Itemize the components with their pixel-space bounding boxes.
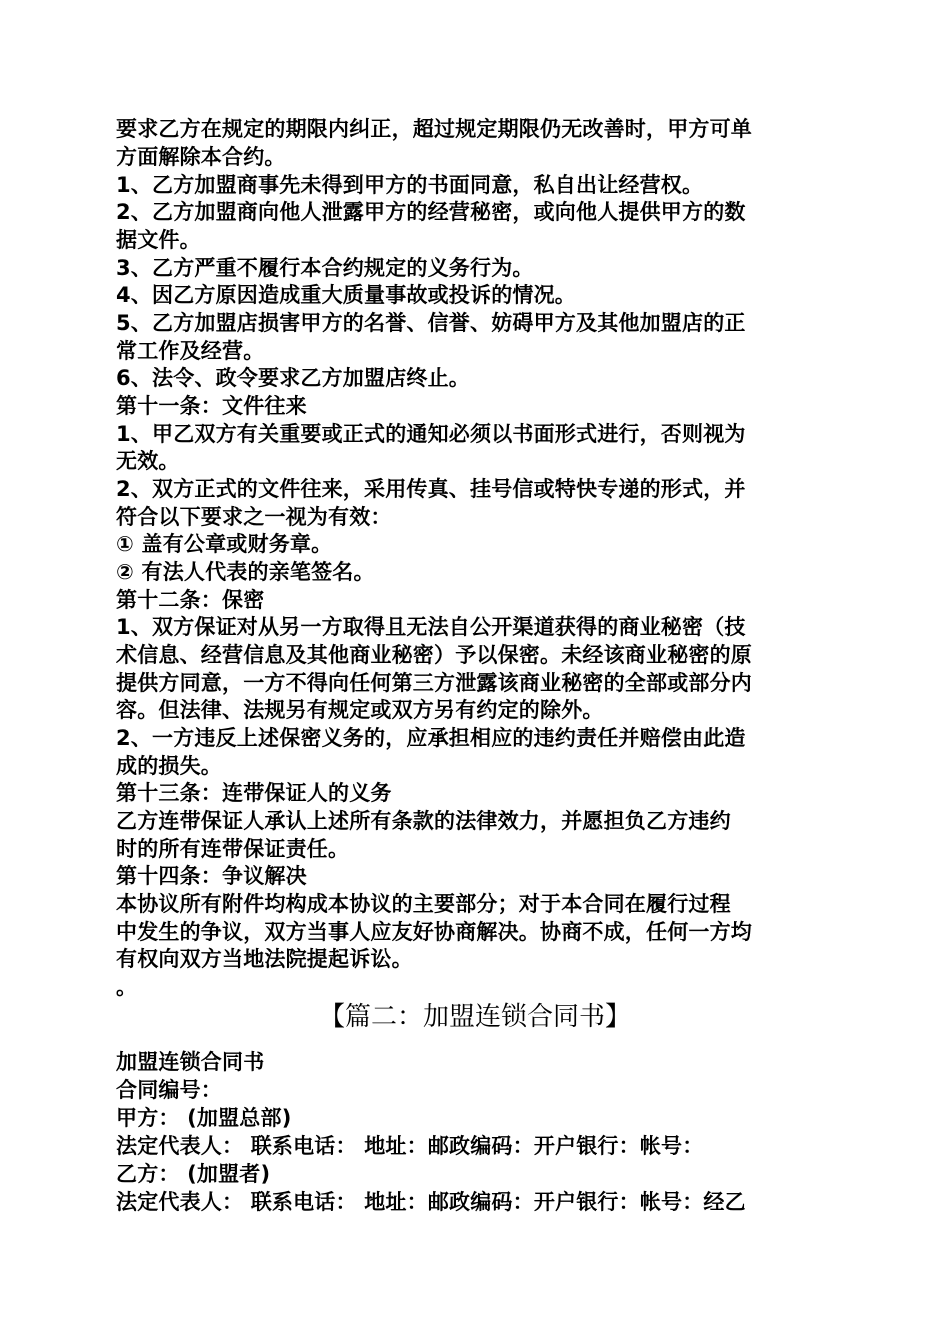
paragraph-line: 无效。 [116, 449, 180, 473]
paragraph-line: 时的所有连带保证责任。 [116, 837, 350, 861]
paragraph-line: ② 有法人代表的亲笔签名。 [116, 560, 375, 584]
paragraph-line: 有权向双方当地法院提起诉讼。 [116, 947, 413, 971]
paragraph-line: ① 盖有公章或财务章。 [116, 532, 333, 556]
paragraph-line: 1、双方保证对从另一方取得且无法自公开渠道获得的商业秘密（技 [116, 615, 746, 639]
article-heading: 第十一条：文件往来 [116, 394, 307, 418]
party-a: 甲方： (加盟总部) [116, 1106, 292, 1130]
party-b: 乙方： (加盟者) [116, 1162, 271, 1186]
article-heading: 第十三条：连带保证人的义务 [116, 781, 392, 805]
contract-title: 加盟连锁合同书 [116, 1050, 265, 1074]
paragraph-line: 。 [116, 975, 138, 999]
paragraph-line: 成的损失。 [116, 754, 222, 778]
paragraph-line: 术信息、经营信息及其他商业秘密）予以保密。未经该商业秘密的原 [116, 643, 752, 667]
paragraph-line: 要求乙方在规定的期限内纠正，超过规定期限仍无改善时，甲方可单 [116, 117, 752, 141]
paragraph-line: 容。但法律、法规另有规定或双方另有约定的除外。 [116, 698, 604, 722]
paragraph-line: 5、乙方加盟店损害甲方的名誉、信誉、妨碍甲方及其他加盟店的正 [116, 311, 746, 335]
paragraph-line: 乙方连带保证人承认上述所有条款的法律效力，并愿担负乙方违约 [116, 809, 731, 833]
paragraph-line: 3、乙方严重不履行本合约规定的义务行为。 [116, 256, 534, 280]
paragraph-line: 6、法令、政令要求乙方加盟店终止。 [116, 366, 471, 390]
paragraph-line: 4、因乙方原因造成重大质量事故或投诉的情况。 [116, 283, 577, 307]
paragraph-line: 1、乙方加盟商事先未得到甲方的书面同意，私自出让经营权。 [116, 173, 704, 197]
paragraph-line: 本协议所有附件均构成本协议的主要部分；对于本合同在履行过程 [116, 892, 731, 916]
paragraph-line: 1、甲乙双方有关重要或正式的通知必须以书面形式进行，否则视为 [116, 422, 746, 446]
paragraph-line: 2、乙方加盟商向他人泄露甲方的经营秘密，或向他人提供甲方的数 [116, 200, 746, 224]
paragraph-line: 2、一方违反上述保密义务的，应承担相应的违约责任并赔偿由此造 [116, 726, 746, 750]
paragraph-line: 2、双方正式的文件往来，采用传真、挂号信或特快专递的形式，并 [116, 477, 746, 501]
party-a-details: 法定代表人： 联系电话： 地址：邮政编码：开户银行：帐号： [116, 1134, 704, 1158]
party-b-details: 法定代表人： 联系电话： 地址：邮政编码：开户银行：帐号：经乙 [116, 1190, 746, 1214]
paragraph-line: 常工作及经营。 [116, 339, 265, 363]
paragraph-line: 提供方同意，一方不得向任何第三方泄露该商业秘密的全部或部分内 [116, 671, 752, 695]
article-heading: 第十四条：争议解决 [116, 864, 307, 888]
section-title: 【篇二：加盟连锁合同书】 [318, 1002, 631, 1032]
contract-number: 合同编号： [116, 1078, 222, 1102]
paragraph-line: 中发生的争议，双方当事人应友好协商解决。协商不成，任何一方均 [116, 920, 752, 944]
article-heading: 第十二条：保密 [116, 588, 265, 612]
paragraph-line: 符合以下要求之一视为有效： [116, 505, 392, 529]
paragraph-line: 据文件。 [116, 228, 201, 252]
paragraph-line: 方面解除本合约。 [116, 145, 286, 169]
